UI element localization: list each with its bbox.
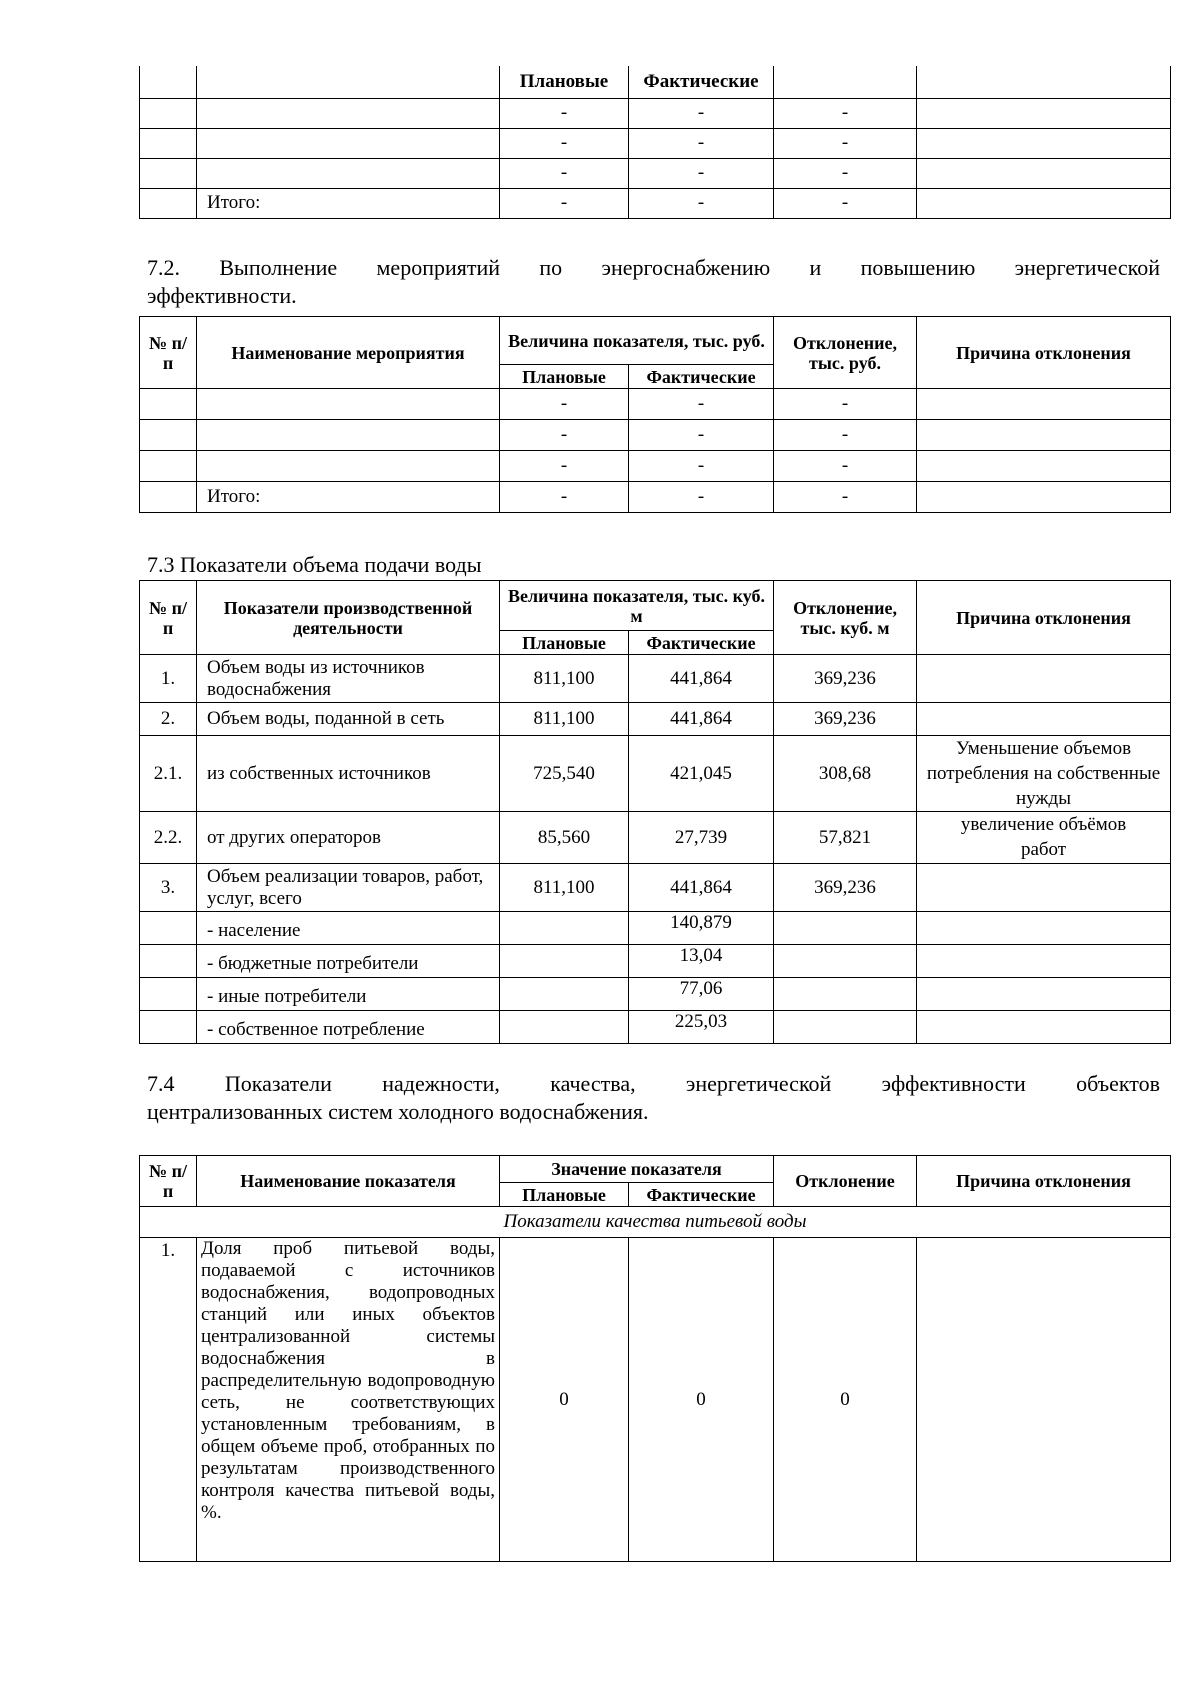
header-num: № п/п xyxy=(140,1156,197,1207)
indicator-name: Доля проб питьевой воды, подаваемой с источников водоснабжения, водопроводных станций или иных объектов централизованной системы водоснабжения в распределительную водопроводную сеть, не соответствующих установленным требованиям, в общем объеме проб, отобранных по результатам производственного контроля качества питьевой воды, %. xyxy=(197,1238,500,1562)
table-7-4 xyxy=(139,1155,1171,1562)
header-actual: Фактические xyxy=(629,1183,774,1207)
table-header-row xyxy=(140,581,1171,631)
section-7-2-title: 7.2. Выполнение мероприятий по энергоснабжению и повышению энергетической эффективности. xyxy=(147,255,1160,308)
header-reason: Причина отклонения xyxy=(917,317,1171,389)
table-row: 3. Объем реализации товаров, работ, услуг, всего 811,100 441,864 369,236 xyxy=(140,864,1171,912)
total-row: Итого: - - - xyxy=(140,188,1171,218)
table-row: - население 140,879 xyxy=(140,912,1171,945)
deviation-reason: увеличение объёмов работ xyxy=(917,812,1171,864)
table-row: 1. Объем воды из источников водоснабжения 811,100 441,864 369,236 xyxy=(140,655,1171,703)
table-row: - - - xyxy=(140,420,1171,451)
table-row: - собственное потребление 225,03 xyxy=(140,1011,1171,1044)
header-planned: Плановые xyxy=(500,631,629,655)
header-deviation: Отклонение xyxy=(774,1156,917,1207)
header-num: № п/п xyxy=(140,581,197,655)
group-row xyxy=(140,1207,1171,1238)
table-header-row xyxy=(140,1156,1171,1183)
header-value: Значение показателя xyxy=(500,1156,774,1183)
total-row: Итого: - - - xyxy=(140,482,1171,513)
header-deviation: Отклонение, тыс. руб. xyxy=(774,317,917,389)
table-header-row xyxy=(140,317,1171,365)
header-planned: Плановые xyxy=(500,1183,629,1207)
header-name: Наименование мероприятия xyxy=(197,317,500,389)
table-row: 2.1. из собственных источников 725,540 421,045 308,68 Уменьшение объемов потребления на собственные нужды xyxy=(140,736,1171,812)
table-row: - - - xyxy=(140,451,1171,482)
header-reason: Причина отклонения xyxy=(917,581,1171,655)
header-name: Наименование показателя xyxy=(197,1156,500,1207)
table-row: - - - xyxy=(140,389,1171,420)
group-title: Показатели качества питьевой воды xyxy=(140,1207,1171,1238)
section-7-4-title: 7.4 Показатели надежности, качества, энергетической эффективности объектов централизованных систем холодного водоснабжения. xyxy=(147,1071,1160,1124)
table-top-continuation xyxy=(139,66,1171,219)
header-planned: Плановые xyxy=(500,365,629,389)
header-reason: Причина отклонения xyxy=(917,1156,1171,1207)
deviation-reason: Уменьшение объемов потребления на собственные нужды xyxy=(917,736,1171,812)
table-row: - - - xyxy=(140,98,1171,128)
header-name: Показатели производственной деятельности xyxy=(197,581,500,655)
table-row: 2. Объем воды, поданной в сеть 811,100 441,864 369,236 xyxy=(140,703,1171,736)
table-7-3 xyxy=(139,580,1171,1044)
header-num: № п/п xyxy=(140,317,197,389)
total-label: Итого: xyxy=(197,188,500,218)
header-deviation: Отклонение, тыс. куб. м xyxy=(774,581,917,655)
header-value: Величина показателя, тыс. куб. м xyxy=(500,581,774,631)
section-7-3-title: 7.3 Показатели объема подачи воды xyxy=(147,552,482,577)
header-planned: Плановые xyxy=(500,66,629,98)
table-row: - - - xyxy=(140,158,1171,188)
table-row: - иные потребители 77,06 xyxy=(140,978,1171,1011)
header-actual: Фактические xyxy=(629,365,774,389)
table-row: - - - xyxy=(140,128,1171,158)
header-actual: Фактические xyxy=(629,66,774,98)
header-value: Величина показателя, тыс. руб. xyxy=(500,317,774,365)
total-label: Итого: xyxy=(197,482,500,513)
table-7-2 xyxy=(139,316,1171,513)
table-header-row xyxy=(140,66,1171,98)
table-row: 2.2. от других операторов 85,560 27,739 57,821 увеличение объёмов работ xyxy=(140,812,1171,864)
header-actual: Фактические xyxy=(629,631,774,655)
table-row: 1. Доля проб питьевой воды, подаваемой с источников водоснабжения, водопроводных станций или иных объектов централизованной системы водоснабжения в распределительную водопроводную сеть, не соответствующих установленным требованиям, в общем объеме проб, отобранных по результатам производственного контроля качества питьевой воды, %. 0 0 0 xyxy=(140,1238,1171,1562)
table-row: - бюджетные потребители 13,04 xyxy=(140,945,1171,978)
